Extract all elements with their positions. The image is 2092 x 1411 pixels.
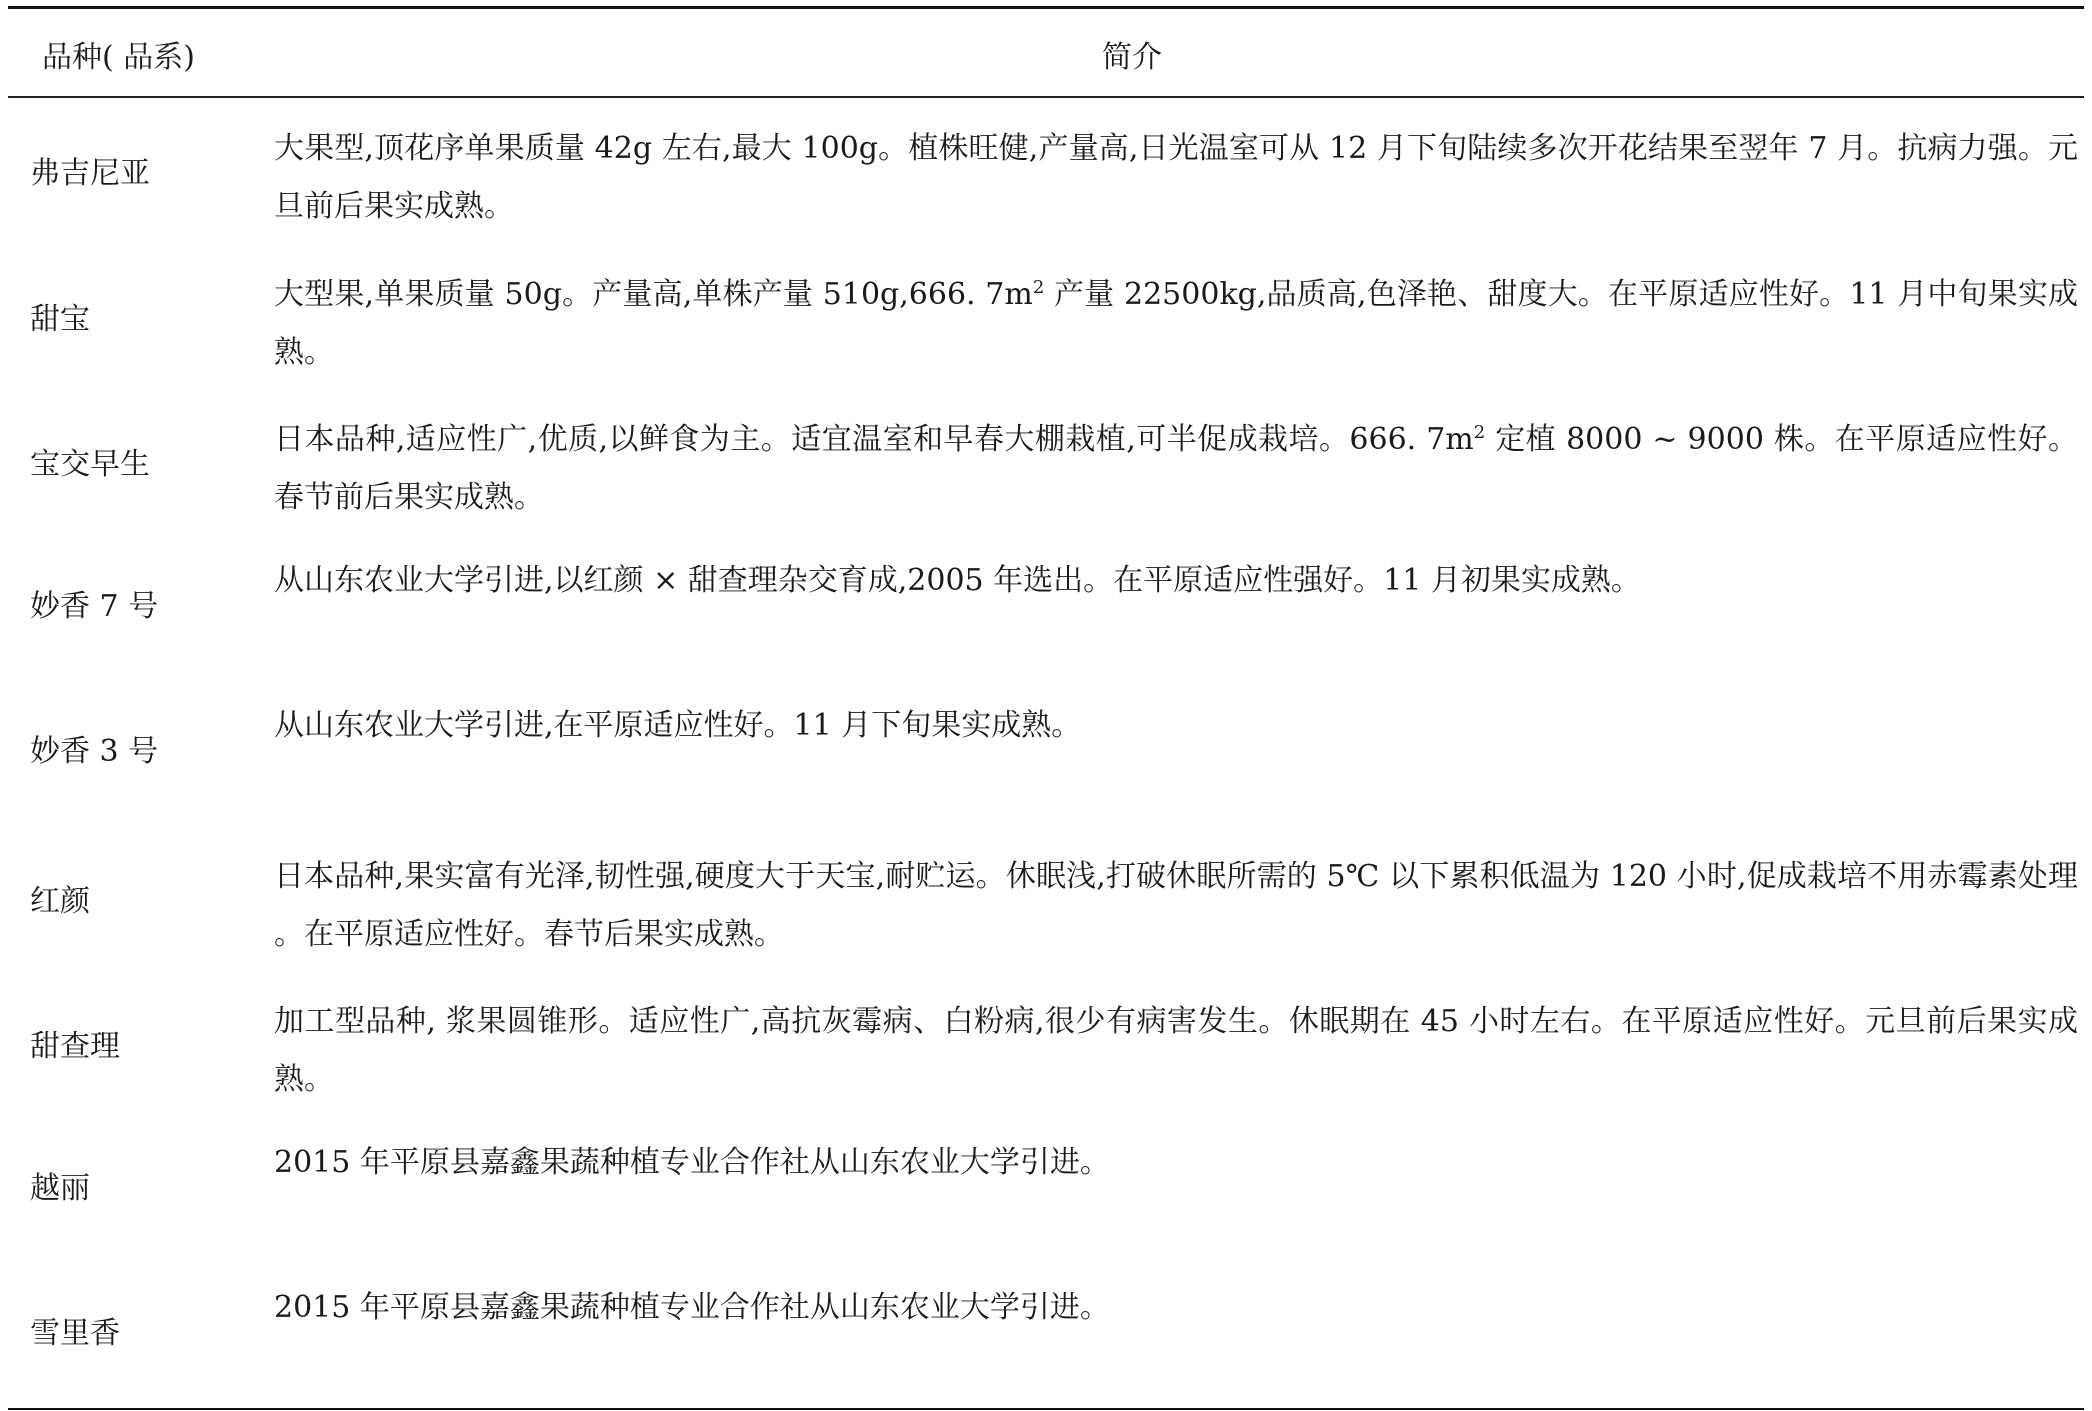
- table-row: [8, 535, 2084, 681]
- table-row: [8, 389, 2084, 535]
- desc-part: 产量 22500kg,品质高,色泽艳、甜度大。在平原适应性好。11 月中旬果实成熟。: [274, 276, 2079, 370]
- table-row: [8, 680, 2084, 826]
- variety-desc: 日本品种,果实富有光泽,韧性强,硬度大于天宝,耐贮运。休眠浅,打破休眠所需的 5℃ 以下累积低温为 120 小时,促成栽培不用赤霉素处理 。在平原适应性好。春节后果实成熟。: [274, 858, 2078, 952]
- superscript: 2: [1032, 276, 1045, 298]
- variety-desc: 从山东农业大学引进,以红颜 × 甜查理杂交育成,2005 年选出。在平原适应性强好。11 月初果实成熟。: [274, 562, 1641, 598]
- header-variety: 品种( 品系): [42, 40, 195, 75]
- variety-desc: 2015 年平原县嘉鑫果蔬种植专业合作社从山东农业大学引进。: [274, 1290, 1110, 1325]
- table-row: [8, 98, 2084, 244]
- variety-name: 弗吉尼亚: [30, 156, 150, 191]
- variety-name: 甜查理: [30, 1029, 120, 1064]
- variety-desc: 加工型品种, 浆果圆锥形。适应性广,高抗灰霉病、白粉病,很少有病害发生。休眠期在 45 小时左右。在平原适应性好。元旦前后果实成熟。: [274, 1004, 2078, 1097]
- variety-desc: 从山东农业大学引进,在平原适应性好。11 月下旬果实成熟。: [274, 708, 1082, 743]
- desc-part: 定植 8000 ~ 9000 株。在平原适应性好。春节前后果实成熟。: [274, 422, 2078, 515]
- variety-desc: 大果型,顶花序单果质量 42g 左右,最大 100g。植株旺健,产量高,日光温室可从 12 月下旬陆续多次开花结果至翌年 7 月。抗病力强。元旦前后果实成熟。: [274, 131, 2078, 224]
- table-row: [8, 244, 2084, 390]
- table-row: [8, 826, 2084, 972]
- variety-name: 红颜: [30, 883, 90, 919]
- variety-name: 妙香 7 号: [30, 588, 159, 624]
- variety-desc: [274, 411, 2078, 527]
- table-row: [8, 1262, 2084, 1408]
- variety-desc: [274, 266, 2078, 382]
- variety-name: 甜宝: [30, 301, 90, 337]
- variety-table: [8, 6, 2084, 1410]
- desc-part: 大型果,单果质量 50g。产量高,单株产量 510g,666. 7m: [274, 276, 1033, 312]
- header-intro: 简介: [1102, 40, 1162, 75]
- variety-name: 越丽: [30, 1170, 90, 1206]
- table-row: [8, 971, 2084, 1117]
- desc-part: 日本品种,适应性广,优质,以鲜食为主。适宜温室和早春大棚栽植,可半促成栽培。666. 7m: [274, 422, 1474, 457]
- variety-name: 妙香 3 号: [30, 734, 159, 769]
- table-row: [8, 1117, 2084, 1263]
- variety-name: 雪里香: [30, 1316, 120, 1351]
- superscript: 2: [1473, 422, 1486, 443]
- table-bottom-rule: [8, 1408, 2084, 1410]
- table-header: [8, 9, 2084, 96]
- variety-name: 宝交早生: [30, 447, 150, 482]
- variety-desc: 2015 年平原县嘉鑫果蔬种植专业合作社从山东农业大学引进。: [274, 1144, 1110, 1180]
